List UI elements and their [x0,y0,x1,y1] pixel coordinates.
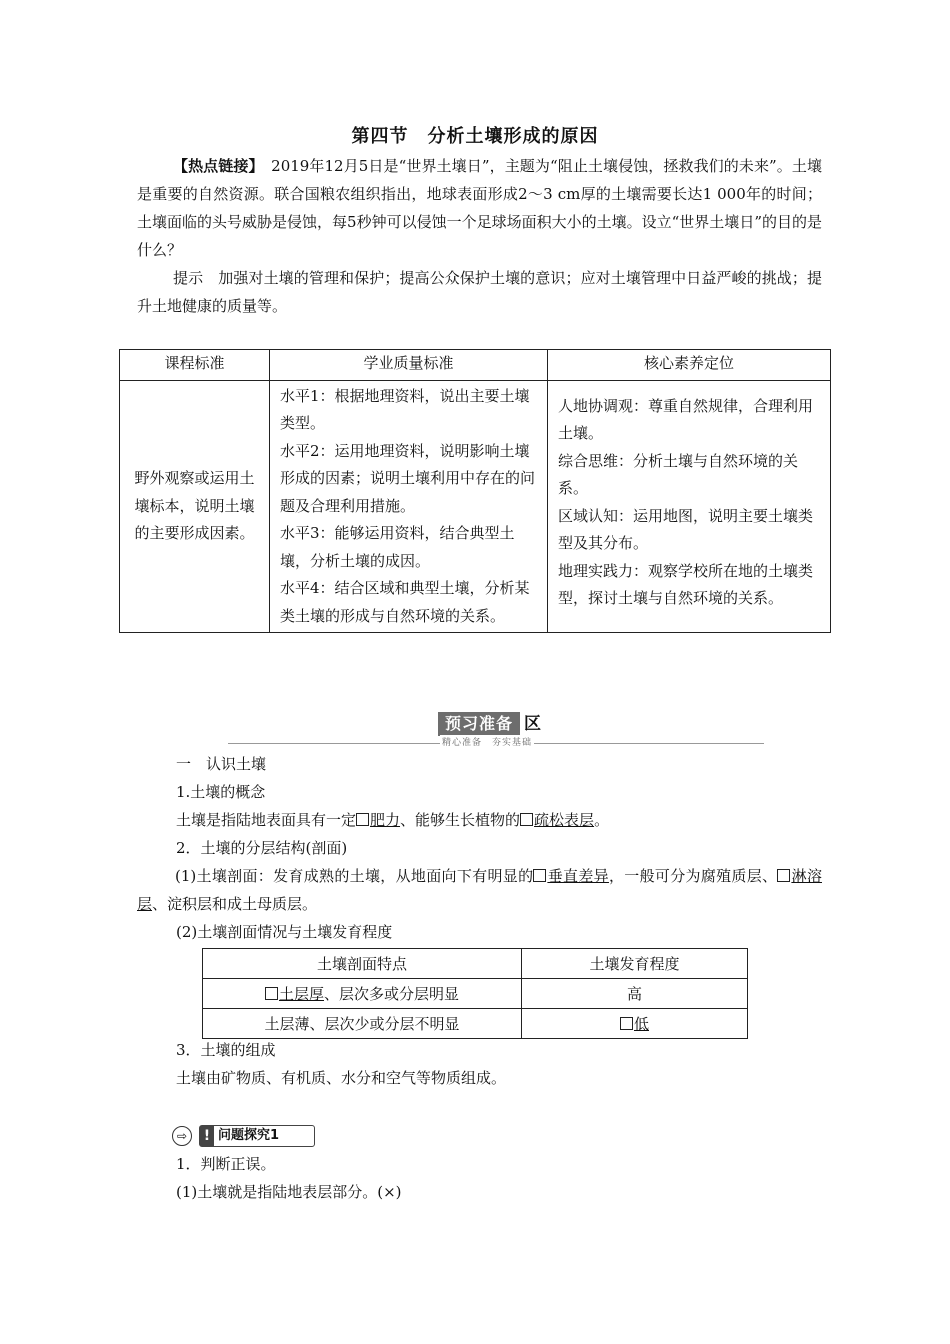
table-row [203,979,748,1009]
box-icon [520,813,533,826]
course-standard: 野外观察或运用土壤标本，说明土壤的主要形成因素。 [120,380,270,633]
text-segment: 、淀积层和成土母质层。 [152,895,318,913]
profile-table [202,948,748,1039]
header-literacy: 核心素养定位 [548,350,831,381]
quality-level-1: 水平1：根据地理资料，说出主要土壤类型。 [280,386,530,432]
exclamation-icon: ! [200,1126,214,1146]
text-segment: 土壤是指陆地表面具有一定 [176,811,357,829]
question-pill [199,1125,315,1147]
box-icon [620,1017,633,1030]
table-header-row [203,949,748,979]
banner-subtitle: 精心准备 夯实基础 [440,735,534,748]
banner-label: 预习准备 [438,712,520,736]
question-badge-label: 问题探究1 [218,1128,280,1143]
table-header-row [120,350,831,381]
answer-text: 淋溶层 [137,867,822,913]
hotspot-text: 2019年12月5日是“世界土壤日”，主题为“阻止土壤侵蚀，拯救我们的未来”。土壤是重要的自然资源。联合国粮农组织指出，地球表面形成2～3 cm厚的土壤需要长达1 000年的时间；土壤面临的头号威胁是侵蚀，每5秒钟可以侵蚀一个足球场面积大小的土壤。设立“世界土壤日”的目的是什么？ [137,157,822,259]
item2-title: 2．土壤的分层结构(剖面) [176,839,348,857]
section-heading: 一 认识土壤 [176,755,267,773]
item3-text: 土壤由矿物质、有机质、水分和空气等物质组成。 [176,1069,507,1087]
text-segment: (1)土壤剖面：发育成熟的土壤，从地面向下有明显的 [175,867,534,885]
core-literacy [548,380,831,633]
item2-1-text [137,862,822,918]
answer-text: 肥力 [370,811,401,829]
quality-standards [270,380,548,633]
hotspot-paragraph [137,152,822,264]
level-cell: 高 [522,979,748,1009]
box-icon [356,813,369,826]
page-title: 第四节 分析土壤形成的原因 [351,126,599,147]
text-segment: 、能够生长植物的 [400,811,521,829]
box-icon [265,987,278,1000]
literacy-item: 区域认知：运用地图，说明主要土壤类型及其分布。 [558,506,814,552]
header-quality: 学业质量标准 [270,350,548,381]
item1-title: 1.土壤的概念 [176,783,266,801]
standards-table [119,349,831,633]
level-cell [522,1009,748,1039]
item1-text [176,806,609,834]
quality-level-4: 水平4：结合区域和典型土壤，分析某类土壤的形成与自然环境的关系。 [280,579,530,625]
answer-blank [356,811,400,829]
section-banner [228,710,764,748]
literacy-item: 人地协调观：尊重自然规律，合理利用土壤。 [558,396,814,442]
answer-text: 疏松表层 [534,811,595,829]
question-1-1: (1)土壤就是指陆地表层部分。(×) [176,1183,402,1201]
arrow-right-icon: ⇨ [172,1126,192,1146]
answer-blank [620,1015,649,1033]
header-profile: 土壤剖面特点 [203,949,522,979]
header-level: 土壤发育程度 [522,949,748,979]
literacy-item: 地理实践力：观察学校所在地的土壤类型，探讨土壤与自然环境的关系。 [558,561,814,607]
header-course: 课程标准 [120,350,270,381]
text-segment: 、层次多或分层明显 [324,985,460,1003]
hotspot-label: 【热点链接】 [173,157,257,175]
banner-badge [438,712,544,736]
profile-cell: 土层薄、层次少或分层不明显 [203,1009,522,1039]
answer-text: 垂直差异 [547,867,609,885]
banner-suffix: 区 [524,714,541,734]
answer-blank [520,811,594,829]
answer-blank [265,985,324,1003]
answer-text: 土层厚 [278,985,324,1003]
box-icon [533,869,546,882]
question-1: 1．判断正误。 [176,1155,276,1173]
table-row [120,380,831,633]
box-icon [777,869,790,882]
item3-title: 3．土壤的组成 [176,1041,276,1059]
answer-blank [533,867,609,885]
text-segment: ，一般可分为腐殖质层、 [608,867,778,885]
item2-2-text: (2)土壤剖面情况与土壤发育程度 [176,923,393,941]
answer-text: 低 [633,1015,649,1033]
profile-cell [203,979,522,1009]
text-segment: 。 [594,811,610,829]
quality-level-2: 水平2：运用地理资料，说明影响土壤形成的因素；说明土壤利用中存在的问题及合理利用措施。 [280,441,536,515]
literacy-item: 综合思维：分析土壤与自然环境的关系。 [558,451,799,497]
quality-level-3: 水平3：能够运用资料，结合典型土壤，分析土壤的成因。 [280,524,515,570]
hint-paragraph: 提示 加强对土壤的管理和保护；提高公众保护土壤的意识；应对土壤管理中日益严峻的挑战；提升土地健康的质量等。 [137,269,822,315]
table-row [203,1009,748,1039]
